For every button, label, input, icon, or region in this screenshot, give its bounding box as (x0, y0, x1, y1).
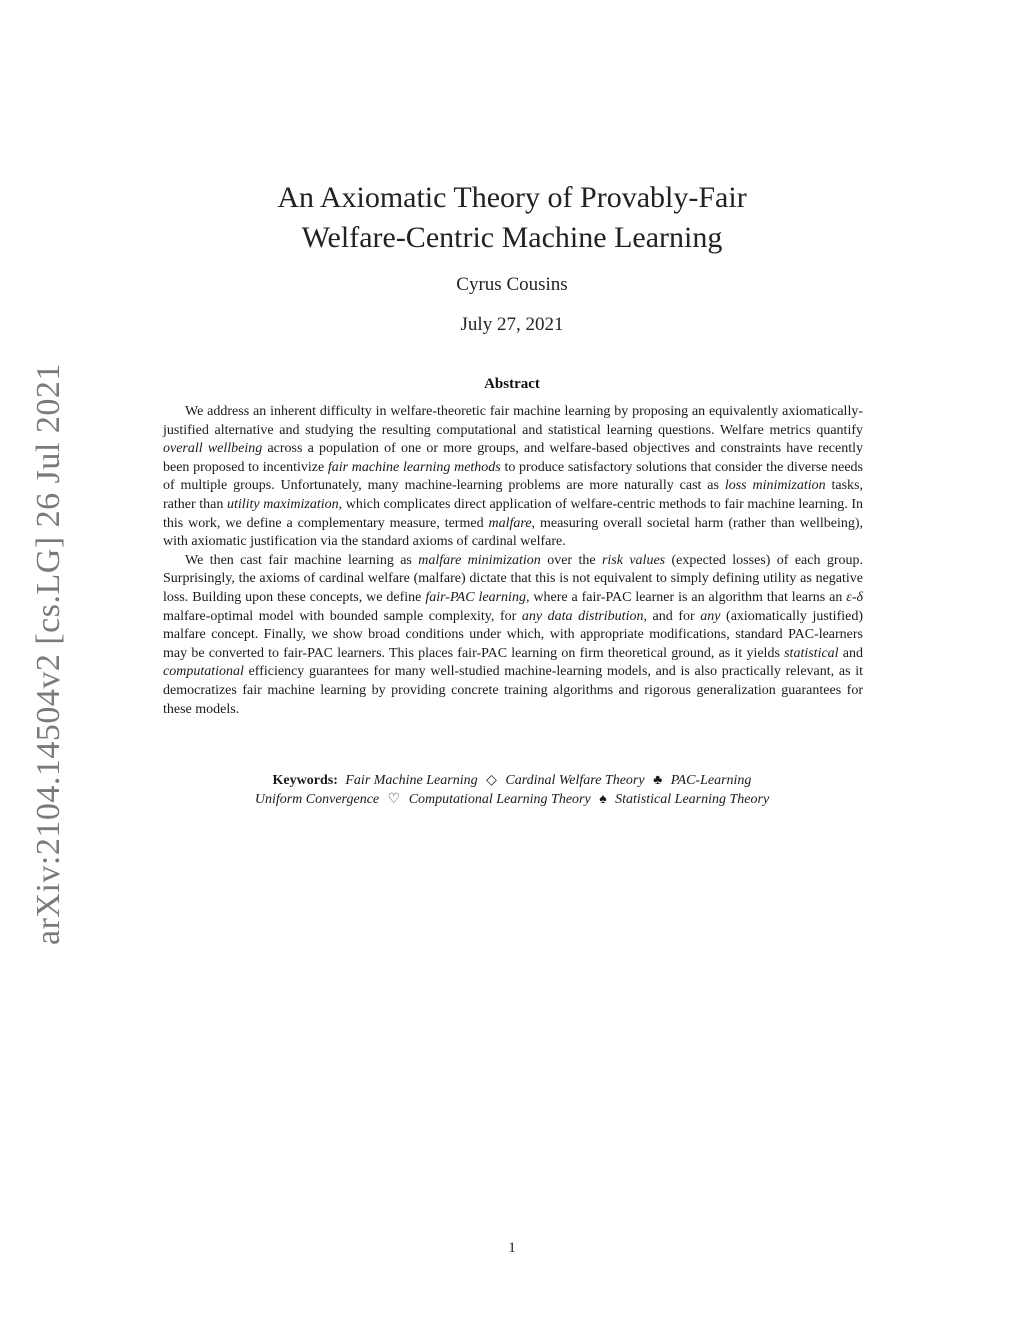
title-line-1: An Axiomatic Theory of Provably-Fair (277, 181, 747, 214)
emphasized-term: fair-PAC learning (425, 589, 526, 605)
emphasized-term: any (700, 608, 721, 624)
emphasized-term: risk values (601, 552, 666, 568)
diamond-suit-icon: ◇ (486, 773, 497, 788)
paper-title (0, 178, 1024, 258)
abstract-paragraph-1: We address an inherent difficulty in welfare-theoretic fair machine learning by proposing an equivalently axiomatically-justified alternative and studying the resulting computational and statistical learning questions. Welfare metrics quantify overall wellbeing across a population of one or more groups, and welfare-based objectives and constraints have recently been proposed to incentivize fair machine learning methods to produce satisfactory solutions that consider the diverse needs of multiple groups. Unfortunately, many machine-learning problems are more naturally cast as loss minimization tasks, rather than utility maximization, which complicates direct application of welfare-centric methods to fair machine learning. In this work, we define a complementary measure, termed malfare, measuring overall societal harm (rather than wellbeing), with axiomatic justification via the standard axioms of cardinal welfare. (163, 404, 864, 550)
emphasized-term: malfare minimization (418, 552, 541, 568)
keyword-cardinal-welfare-theory: Cardinal Welfare Theory (505, 773, 645, 788)
arxiv-identifier-stamp[interactable]: arXiv:2104.14504v2 [cs.LG] 26 Jul 2021 (30, 363, 67, 945)
heart-suit-icon: ♡ (387, 792, 401, 807)
keywords-line-1 (0, 771, 1024, 790)
emphasized-term: utility maximization (226, 496, 339, 512)
abstract-paragraph-2: We then cast fair machine learning as malfare minimization over the risk values (expected losses) of each group. Surprisingly, the axioms of cardinal welfare (malfare) dictate that this is not equivalent to simply defining utility as negative loss. Building upon these concepts, we define fair-PAC learning, where a fair-PAC learner is an algorithm that learns an ε-δ malfare-optimal model with bounded sample complexity, for any data distribution, and for any (axiomatically justified) malfare concept. Finally, we show broad conditions under which, with appropriate modifications, standard PAC-learners may be converted to fair-PAC learners. This places fair-PAC learning on firm theoretical ground, as it yields statistical and computational efficiency guarantees for many well-studied machine-learning models, and is also practically relevant, as it democratizes fair machine learning by providing concrete training algorithms and rigorous generalization guarantees for these models. (163, 552, 864, 717)
emphasized-term: δ (856, 589, 864, 605)
emphasized-term: statistical (784, 645, 839, 661)
abstract-heading: Abstract (484, 376, 540, 392)
club-suit-icon: ♣ (653, 773, 663, 788)
title-line-2: Welfare-Centric Machine Learning (301, 221, 723, 254)
page-number: 1 (508, 1240, 516, 1256)
publication-date: July 27, 2021 (460, 314, 564, 335)
emphasized-term: overall wellbeing (163, 441, 263, 457)
spade-suit-icon: ♠ (599, 792, 607, 807)
emphasized-term: computational (163, 664, 244, 680)
keyword-statistical-learning-theory: Statistical Learning Theory (615, 792, 770, 807)
keywords-label: Keywords: (272, 773, 338, 788)
emphasized-term: any data distribution (521, 608, 644, 624)
keywords-block (0, 771, 1024, 809)
keywords-line-2 (0, 790, 1024, 809)
emphasized-term: loss minimization (724, 478, 826, 494)
keyword-pac-learning: PAC-Learning (670, 773, 752, 788)
abstract-body (163, 403, 863, 719)
emphasized-term: ε (846, 589, 852, 605)
keyword-fair-machine-learning: Fair Machine Learning (345, 773, 478, 788)
emphasized-term: malfare (488, 515, 532, 531)
emphasized-term: fair machine learning methods (327, 459, 501, 475)
keyword-computational-learning-theory: Computational Learning Theory (408, 792, 591, 807)
author-name: Cyrus Cousins (456, 274, 568, 295)
keyword-uniform-convergence: Uniform Convergence (254, 792, 380, 807)
